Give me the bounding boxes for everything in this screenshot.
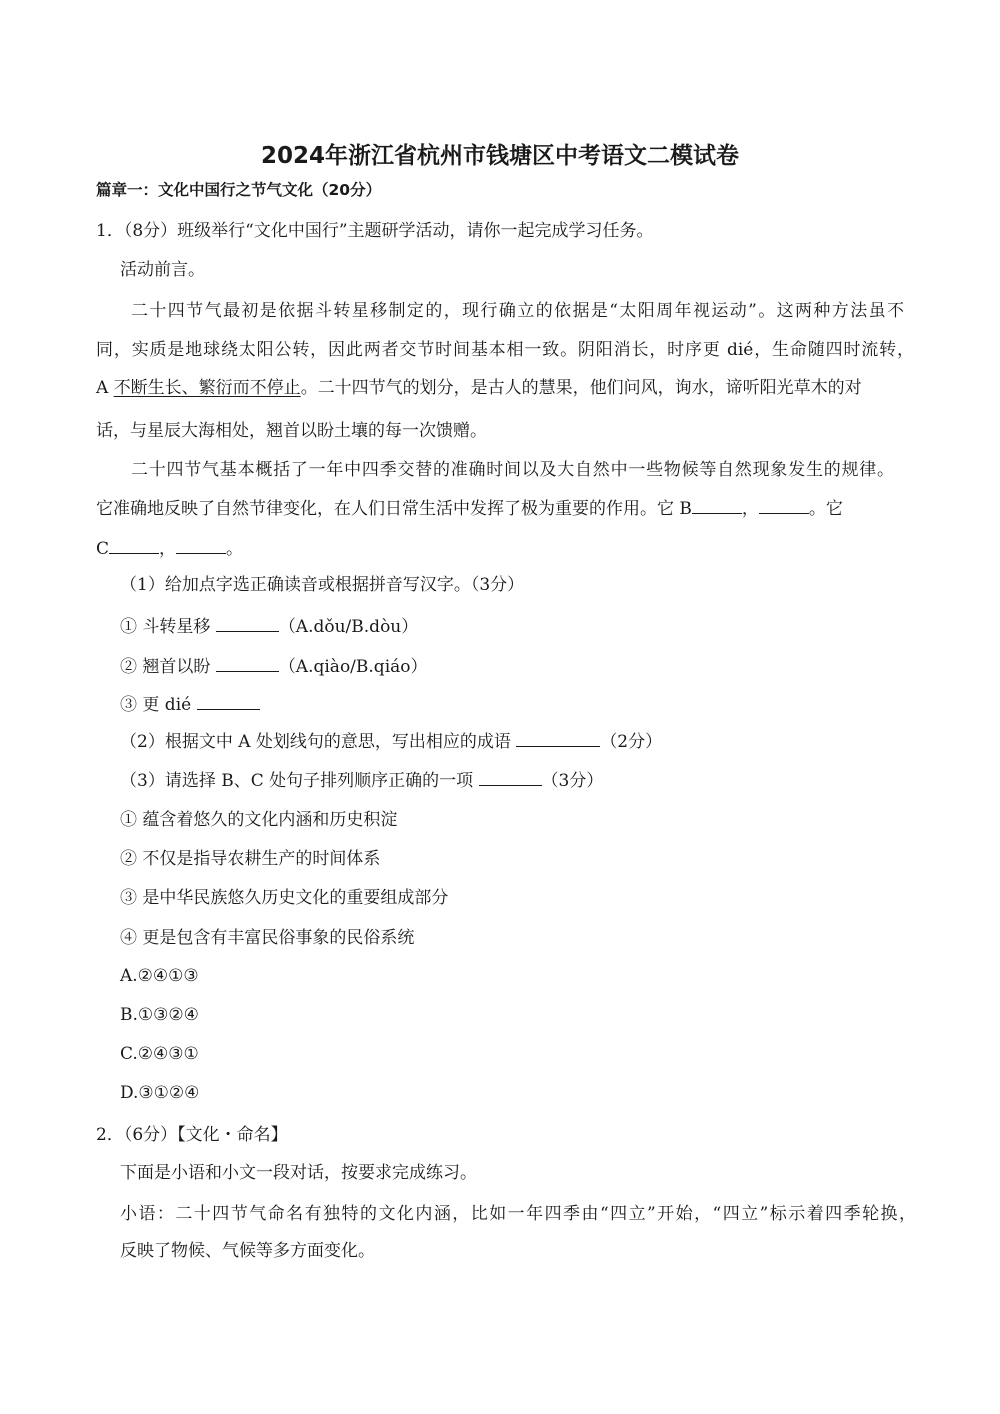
question-2-intro: 2．（6分）【文化・命名】 xyxy=(96,1125,288,1145)
activity-heading: 活动前言。 xyxy=(120,260,205,280)
sub-question-1: （1）给加点字选正确读音或根据拼音写汉字。（3分） xyxy=(120,575,525,595)
choice-d[interactable]: D.③①②④ xyxy=(120,1083,200,1103)
question-2-line: 下面是小语和小文一段对话，按要求完成练习。 xyxy=(120,1163,477,1183)
passage-line: 它准确地反映了自然节律变化，在人们日常生活中发挥了极为重要的作用。它 B ， 。它 xyxy=(96,496,843,521)
answer-blank[interactable] xyxy=(197,692,260,710)
answer-blank[interactable] xyxy=(216,614,279,632)
question-1-intro: 1．（8分）班级举行“文化中国行”主题研学活动，请你一起完成学习任务。 xyxy=(96,221,654,241)
underlined-sentence-a: 不断生长、繁衍而不停止 xyxy=(113,378,301,398)
blank-b1[interactable] xyxy=(692,496,742,514)
question-2-line: 小语：二十四节气命名有独特的文化内涵，比如一年四季由“四立”开始，“四立”标示着四季轮换， xyxy=(120,1204,916,1224)
blank-b2[interactable] xyxy=(759,496,809,514)
sentence-option: ④ 更是包含有丰富民俗事象的民俗系统 xyxy=(120,928,415,948)
passage-line: 同，实质是地球绕太阳公转，因此两者交节时间基本相一致。阴阳消长，时序更 dié，生命随四时流转， xyxy=(96,340,914,360)
sub-item: ③ 更 dié xyxy=(120,692,260,717)
question-2-line: 反映了物候、气候等多方面变化。 xyxy=(120,1241,375,1261)
answer-blank[interactable] xyxy=(479,768,542,786)
answer-blank[interactable] xyxy=(216,654,279,672)
choice-a[interactable]: A.②④①③ xyxy=(120,966,199,986)
sub-item: ② 翘首以盼 （A.qiào/B.qiáo） xyxy=(120,654,428,679)
page-title: 2024年浙江省杭州市钱塘区中考语文二模试卷 xyxy=(260,143,739,169)
passage-line: C ， 。 xyxy=(96,536,243,561)
chapter-heading: 篇章一：文化中国行之节气文化（20分） xyxy=(96,181,382,199)
passage-line: 话，与星辰大海相处，翘首以盼土壤的每一次馈赠。 xyxy=(96,421,487,441)
sub-question-2: （2）根据文中 A 处划线句的意思，写出相应的成语 （2分） xyxy=(120,729,662,754)
sub-item: ① 斗转星移 （A.dǒu/B.dòu） xyxy=(120,614,418,639)
sentence-option: ① 蕴含着悠久的文化内涵和历史积淀 xyxy=(120,810,398,830)
sentence-option: ② 不仅是指导农耕生产的时间体系 xyxy=(120,849,381,869)
passage-line: A 不断生长、繁衍而不停止。二十四节气的划分，是古人的慧果，他们问风，询水，谛听阳光草木的对 xyxy=(96,378,862,398)
passage-line: 二十四节气基本概括了一年中四季交替的准确时间以及大自然中一些物候等自然现象发生的规律。 xyxy=(131,460,894,480)
choice-c[interactable]: C.②④③① xyxy=(120,1044,199,1064)
blank-c2[interactable] xyxy=(176,536,226,554)
sub-question-3: （3）请选择 B、C 处句子排列顺序正确的一项 （3分） xyxy=(120,768,603,793)
sentence-option: ③ 是中华民族悠久历史文化的重要组成部分 xyxy=(120,888,449,908)
blank-c1[interactable] xyxy=(109,536,159,554)
choice-b[interactable]: B.①③②④ xyxy=(120,1005,199,1025)
answer-blank[interactable] xyxy=(516,729,600,747)
passage-line: 二十四节气最初是依据斗转星移制定的，现行确立的依据是“太阳周年视运动”。这两种方法虽不 xyxy=(131,301,904,321)
